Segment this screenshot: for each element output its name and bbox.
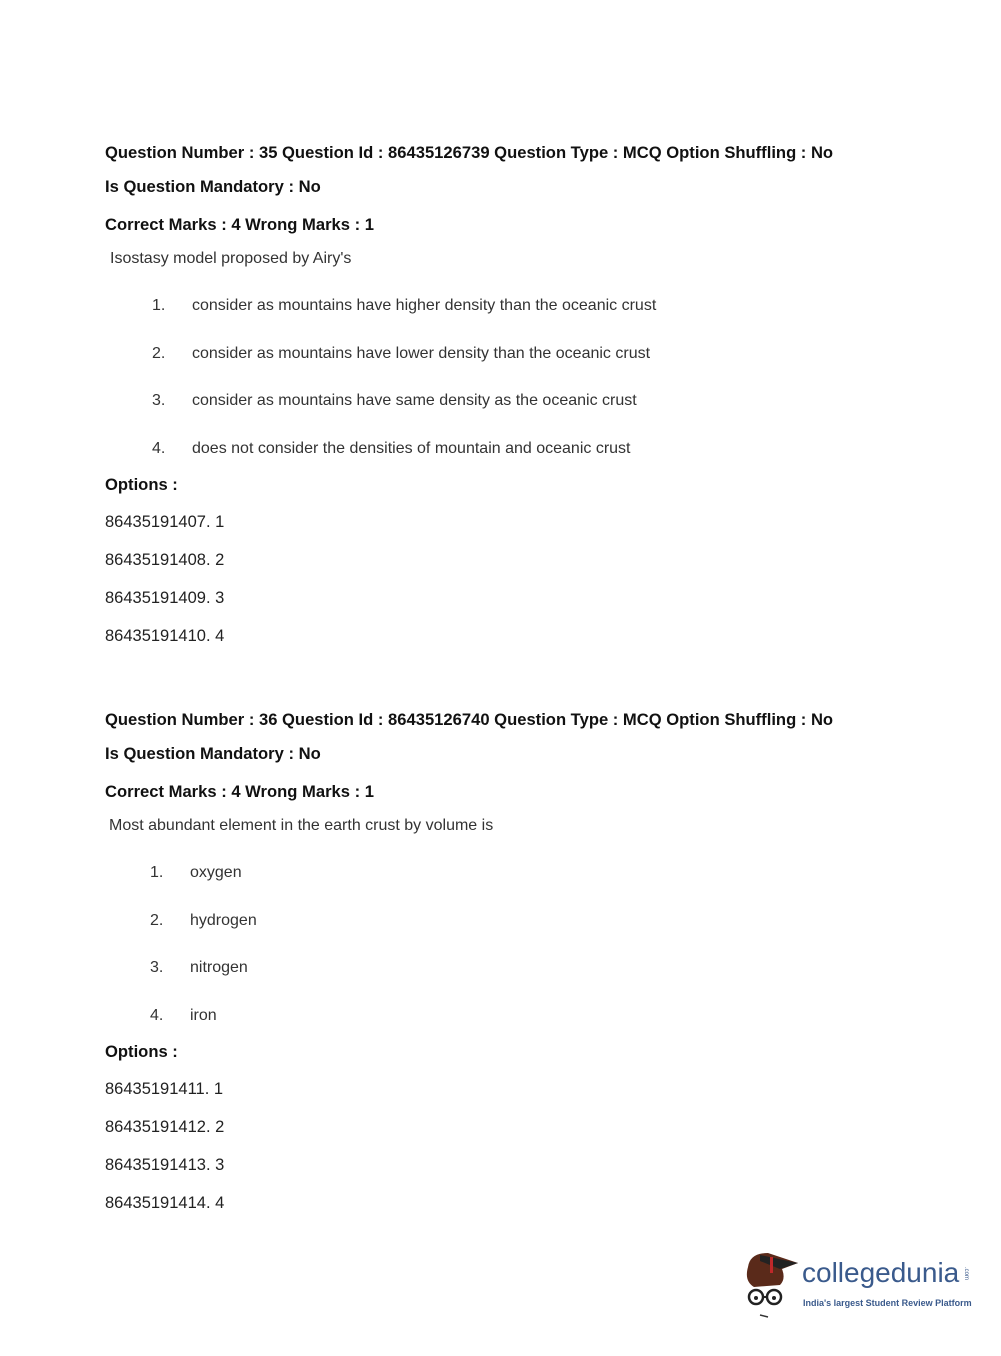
choice-number: 3. [152, 392, 166, 409]
choice-text: consider as mountains have higher density than the oceanic crust [192, 297, 657, 314]
question-marks: Correct Marks : 4 Wrong Marks : 1 [105, 782, 374, 801]
option-id: 86435191414. 4 [105, 1194, 225, 1212]
choice-number: 4. [152, 440, 166, 457]
choice-number: 1. [150, 864, 164, 881]
option-id: 86435191409. 3 [105, 589, 225, 607]
question-stem: Isostasy model proposed by Airy's [110, 250, 352, 267]
options-label: Options : [105, 1042, 178, 1061]
option-id: 86435191407. 1 [105, 513, 225, 531]
choice-number: 4. [150, 1007, 164, 1024]
choice-text: nitrogen [190, 959, 248, 976]
mascot-icon [740, 1245, 802, 1320]
option-id: 86435191411. 1 [105, 1080, 224, 1098]
option-id: 86435191410. 4 [105, 627, 225, 645]
choice-text: does not consider the densities of mountain and oceanic crust [192, 440, 631, 457]
option-id: 86435191408. 2 [105, 551, 225, 569]
logo-tagline: India's largest Student Review Platform [803, 1298, 972, 1308]
choice-text: consider as mountains have lower density than the oceanic crust [192, 345, 651, 362]
question-block [0, 710, 1001, 1270]
choice-number: 3. [150, 959, 164, 976]
option-id: 86435191412. 2 [105, 1118, 225, 1136]
logo-brand: collegedunia [802, 1257, 960, 1288]
question-mandatory: Is Question Mandatory : No [105, 177, 321, 196]
question-stem: Most abundant element in the earth crust by volume is [109, 817, 494, 834]
question-block [0, 143, 1001, 703]
question-mandatory: Is Question Mandatory : No [105, 744, 321, 763]
choice-number: 1. [152, 297, 166, 314]
choice-number: 2. [152, 345, 166, 362]
options-label: Options : [105, 475, 178, 494]
choice-text: iron [190, 1007, 217, 1024]
question-header: Question Number : 35 Question Id : 86435126739 Question Type : MCQ Option Shuffling : No [105, 143, 834, 162]
logo-com: .com [963, 1267, 969, 1281]
collegedunia-logo [740, 1245, 980, 1320]
choice-text: oxygen [190, 864, 242, 881]
choice-number: 2. [150, 912, 164, 929]
choice-text: consider as mountains have same density as the oceanic crust [192, 392, 637, 409]
question-header: Question Number : 36 Question Id : 86435126740 Question Type : MCQ Option Shuffling : No [105, 710, 834, 729]
option-id: 86435191413. 3 [105, 1156, 225, 1174]
choice-text: hydrogen [190, 912, 257, 929]
question-marks: Correct Marks : 4 Wrong Marks : 1 [105, 215, 374, 234]
